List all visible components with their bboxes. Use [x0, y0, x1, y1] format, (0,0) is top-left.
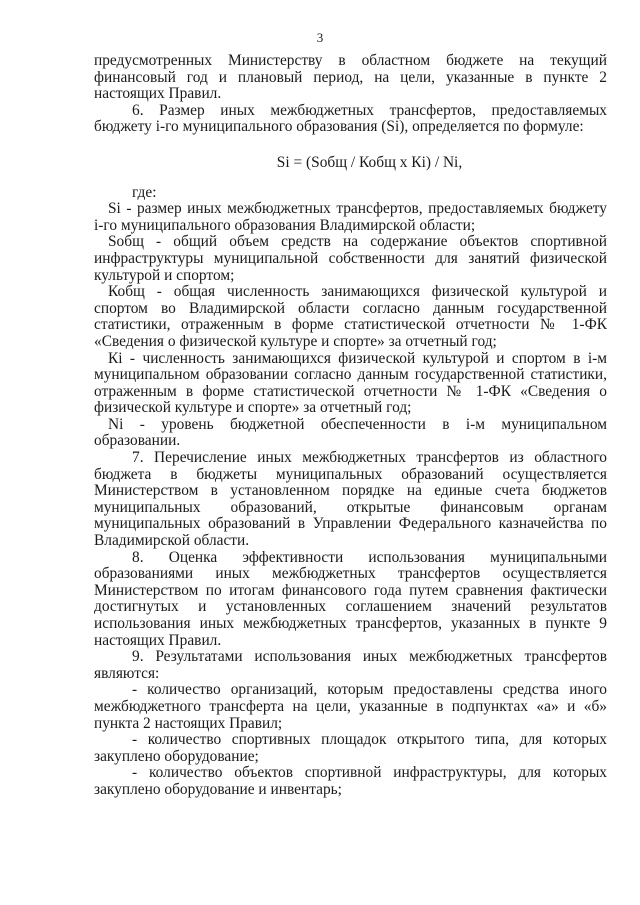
page-number: 3 — [316, 30, 324, 45]
formula: Si = (Sобщ / Кобщ x Кi) / Ni, — [276, 153, 463, 171]
paragraph-item-8: 8. Оценка эффективности использования муниципальными образованиями иных межбюджетных трансфертов осуществляется Министерством по итогам финансового года путем сравнения фактически достигнутых и установленных соглашением значений результатов использования иных межбюджетных трансфертов, указанных в пункте 9 настоящих Правил. — [94, 548, 607, 649]
list-item-organizations: - количество организаций, которым предоставлены средства иного межбюджетного трансферта на цели, указанные в подпунктах «а» и «б» пункта 2 настоящих Правил; — [94, 681, 607, 732]
definition-sobsh: Sобщ - общий объем средств на содержание объектов спортивной инфраструктуры муниципальной собственности для занятий физической культурой и спортом; — [94, 233, 607, 284]
list-item-sport-facilities: - количество объектов спортивной инфраструктуры, для которых закуплено оборудование и инвентарь; — [94, 764, 607, 798]
paragraph-where: где: — [132, 183, 157, 201]
paragraph-continuation: предусмотренных Министерству в областном бюджете на текущий финансовый год и плановый период, на цели, указанные в пункте 2 настоящих Правил. — [94, 52, 607, 103]
definition-ni: Ni - уровень бюджетной обеспеченности в i-м муниципальном образовании. — [94, 415, 607, 450]
list-item-sport-grounds: - количество спортивных площадок открытого типа, для которых закуплено оборудование; — [94, 731, 607, 765]
definition-kobsh: Кобщ - общая численность занимающихся физической культурой и спортом во Владимирской области согласно данным государственной статистики, отраженным в форме статистической отчетности № 1-ФК «Сведения о физической культуре и спорте» за отчетный год; — [94, 283, 607, 350]
definition-si: Si - размер иных межбюджетных трансфертов, предоставляемых бюджету i-го муниципального образования Владимирской области; — [94, 200, 607, 234]
paragraph-item-9: 9. Результатами использования иных межбюджетных трансфертов являются: — [94, 648, 607, 682]
definition-ki: Кi - численность занимающихся физической культурой и спортом в i-м муниципальном образовании согласно данным государственной статистики, отраженным в форме статистической отчетности № 1-ФК «Сведения о физической культуре и спорте» за отчетный год; — [94, 349, 607, 417]
paragraph-item-6: 6. Размер иных межбюджетных трансфертов, предоставляемых бюджету i-го муниципального образования (Si), определяется по формуле: — [94, 101, 607, 136]
document-body — [94, 53, 607, 799]
paragraph-item-7: 7. Перечисление иных межбюджетных трансфертов из областного бюджета в бюджеты муниципальных образований осуществляется Министерством в установленном порядке на единые счета бюджетов муниципальных образований, открытые финансовым органам муниципальных образований в Управлении Федерального казначейства по Владимирской области. — [94, 449, 607, 550]
